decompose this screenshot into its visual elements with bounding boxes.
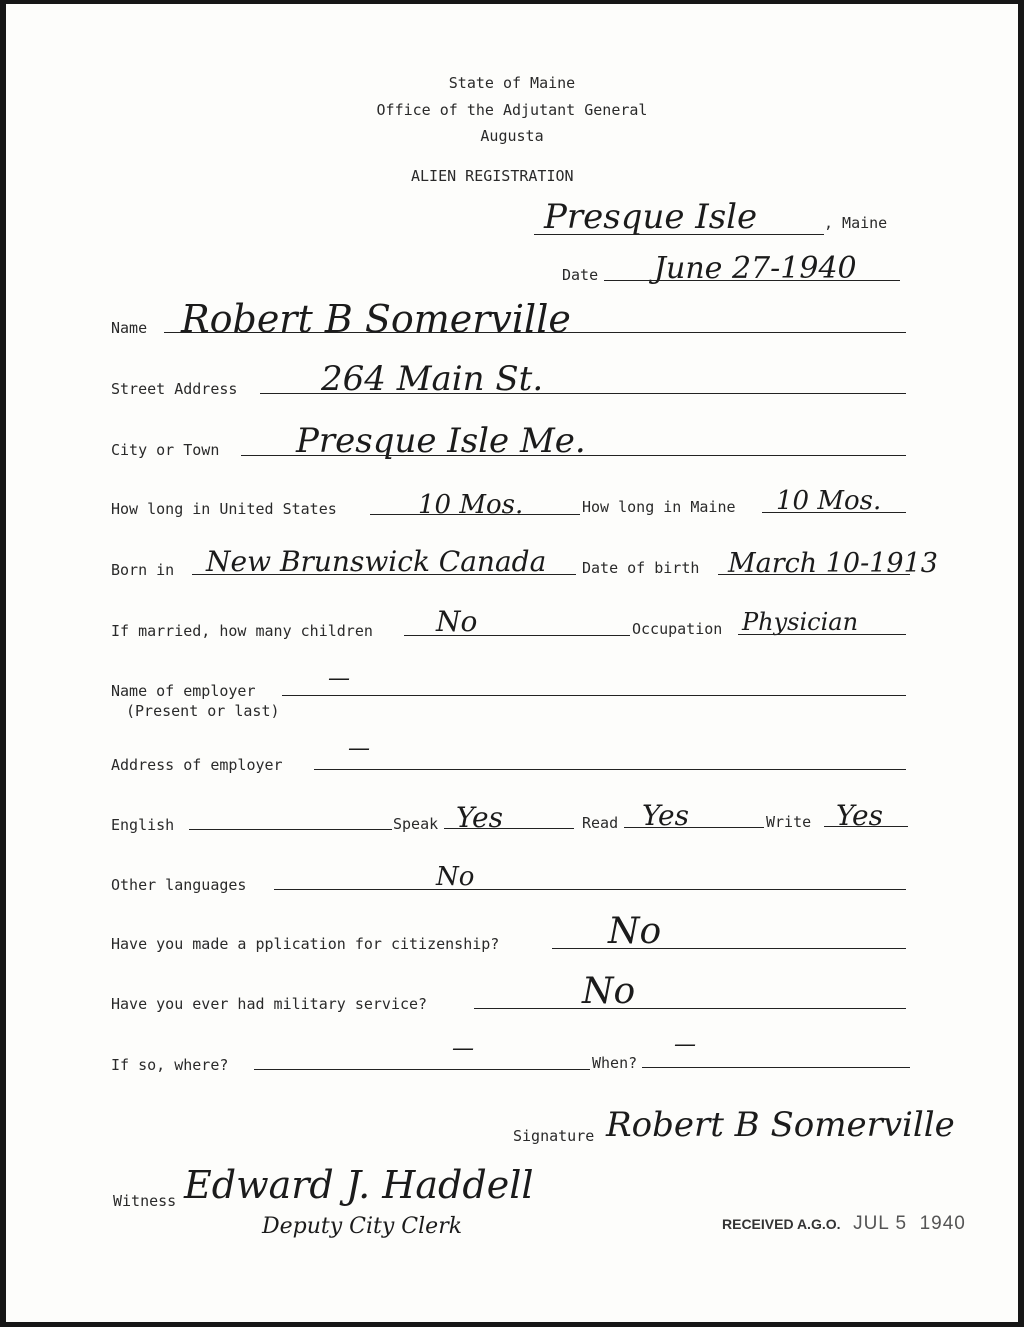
citizenship-line [552,948,906,949]
how-long-us-line [370,514,580,515]
employer-line [282,695,906,696]
office-heading: Office of the Adjutant General [376,101,648,119]
witness-label: Witness [113,1192,177,1210]
received-stamp [722,1213,966,1235]
other-languages-line [274,889,906,890]
street-address-line [260,393,906,394]
write-line [824,826,908,827]
date-of-birth-value: March 10-1913 [728,548,938,579]
witness-signature: Edward J. Haddell [184,1163,534,1207]
city-heading: Augusta [480,127,544,145]
english-line [189,829,392,830]
date-of-birth-label: Date of birth [582,559,700,577]
received-stamp-date: JUL 5 1940 [853,1213,966,1234]
employer-address-line [314,769,906,770]
born-in-label: Born in [111,561,175,579]
when-value: — [674,1032,696,1057]
occupation-value: Physician [742,608,859,636]
maine-label: , Maine [824,214,888,232]
read-label: Read [582,814,619,832]
employer-label: Name of employer [111,682,256,700]
children-label: If married, how many children [111,622,373,640]
employer-address-value: — [348,736,370,761]
street-address-value: 264 Main St. [321,359,544,399]
other-languages-value: No [436,862,475,892]
employer-sublabel: (Present or last) [126,702,280,720]
street-address-label: Street Address [111,380,238,398]
how-long-maine-label: How long in Maine [582,498,736,516]
how-long-us-label: How long in United States [111,500,337,518]
speak-label: Speak [393,815,439,833]
employer-address-label: Address of employer [111,756,283,774]
citizenship-value: No [608,911,662,952]
date-line [604,280,900,281]
children-value: No [436,605,478,638]
if-so-where-value: — [452,1036,474,1061]
when-line [642,1067,910,1068]
state-heading: State of Maine [448,74,576,92]
how-long-maine-value: 10 Mos. [776,486,882,516]
read-value: Yes [642,799,689,832]
military-line [474,1008,906,1009]
speak-line [444,828,574,829]
military-label: Have you ever had military service? [111,995,428,1013]
employer-value: — [328,666,350,691]
received-stamp-text: RECEIVED A.G.O. [722,1216,841,1232]
form-title: ALIEN REGISTRATION [411,167,574,185]
name-label: Name [111,319,148,337]
occupation-label: Occupation [632,620,723,638]
how-long-maine-line [762,512,906,513]
read-line [624,827,764,828]
place-line [534,234,824,235]
if-so-where-line [254,1069,590,1070]
speak-value: Yes [456,801,503,834]
witness-title: Deputy City Clerk [262,1214,463,1239]
date-of-birth-line [718,574,910,575]
signature-label: Signature [513,1127,595,1145]
registration-form [6,4,1018,1322]
children-line [404,635,630,636]
born-in-value: New Brunswick Canada [206,545,547,578]
city-or-town-line [241,455,906,456]
how-long-us-value: 10 Mos. [418,490,524,520]
occupation-line [738,634,906,635]
born-in-line [192,574,576,575]
if-so-where-label: If so, where? [111,1056,229,1074]
place-value: Presque Isle [544,197,758,237]
when-label: When? [592,1054,638,1072]
english-label: English [111,816,175,834]
date-label: Date [562,266,599,284]
write-label: Write [766,813,812,831]
write-value: Yes [836,799,883,832]
date-value: June 27-1940 [654,251,857,286]
name-value: Robert B Somerville [181,297,571,341]
city-or-town-value: Presque Isle Me. [296,421,586,461]
other-languages-label: Other languages [111,876,247,894]
citizenship-label: Have you made a pplication for citizenship? [111,935,500,953]
name-line [164,332,906,333]
city-or-town-label: City or Town [111,441,220,459]
military-value: No [582,971,636,1012]
signature-value: Robert B Somerville [606,1105,955,1145]
